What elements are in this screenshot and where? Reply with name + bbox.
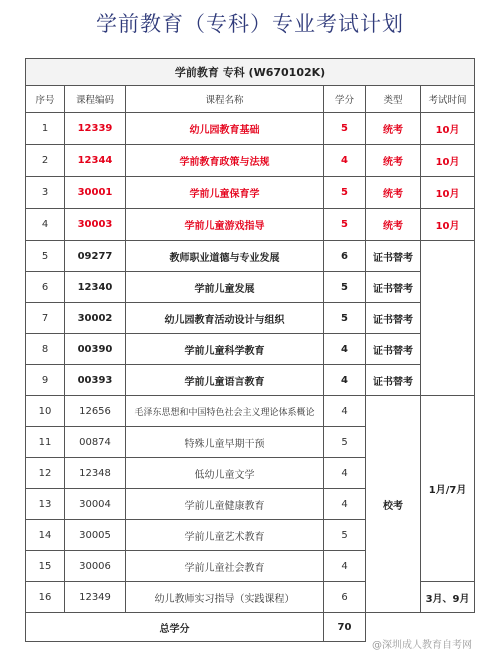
cell-credit: 5 [324, 113, 366, 145]
cell-no: 3 [26, 177, 65, 209]
cell-credit: 4 [324, 334, 366, 365]
cell-code: 09277 [65, 241, 126, 272]
cell-credit: 6 [324, 241, 366, 272]
cell-credit: 4 [324, 458, 366, 489]
cell-no: 12 [26, 458, 65, 489]
header-name: 课程名称 [126, 86, 324, 113]
cell-credit: 4 [324, 365, 366, 396]
cell-type: 证书替考 [366, 303, 421, 334]
cell-code: 00390 [65, 334, 126, 365]
table-row [26, 272, 475, 303]
cell-credit: 5 [324, 177, 366, 209]
cell-credit: 4 [324, 551, 366, 582]
cell-name: 幼儿园教育活动设计与组织 [126, 303, 324, 334]
cell-type: 证书替考 [366, 334, 421, 365]
cell-credit: 5 [324, 209, 366, 241]
cell-no: 2 [26, 145, 65, 177]
table-row [26, 396, 475, 427]
table-row [26, 209, 475, 241]
cell-no: 14 [26, 520, 65, 551]
cell-code: 30001 [65, 177, 126, 209]
cell-time-empty [421, 241, 475, 396]
cell-credit: 5 [324, 520, 366, 551]
cell-name: 学前儿童艺术教育 [126, 520, 324, 551]
cell-type: 证书替考 [366, 365, 421, 396]
cell-type-school: 校考 [366, 396, 421, 613]
table-header-row [26, 86, 475, 113]
cell-code: 30003 [65, 209, 126, 241]
cell-type: 证书替考 [366, 272, 421, 303]
cell-time-school: 1月/7月 [421, 396, 475, 582]
cell-name: 特殊儿童早期干预 [126, 427, 324, 458]
table-row [26, 303, 475, 334]
cell-code: 30006 [65, 551, 126, 582]
cell-credit: 4 [324, 489, 366, 520]
cell-code: 30004 [65, 489, 126, 520]
cell-credit: 5 [324, 303, 366, 334]
table-row [26, 365, 475, 396]
cell-code: 30002 [65, 303, 126, 334]
cell-no: 8 [26, 334, 65, 365]
cell-code: 12344 [65, 145, 126, 177]
table-row [26, 113, 475, 145]
header-credit: 学分 [324, 86, 366, 113]
cell-credit: 6 [324, 582, 366, 613]
cell-name: 学前儿童保育学 [126, 177, 324, 209]
cell-code: 00874 [65, 427, 126, 458]
cell-no: 11 [26, 427, 65, 458]
cell-credit: 5 [324, 427, 366, 458]
watermark: @深圳成人教育自考网 [372, 640, 472, 651]
cell-no: 7 [26, 303, 65, 334]
cell-code: 12348 [65, 458, 126, 489]
cell-name: 学前儿童游戏指导 [126, 209, 324, 241]
cell-type: 统考 [366, 177, 421, 209]
cell-no: 5 [26, 241, 65, 272]
total-label: 总学分 [26, 613, 324, 642]
header-time: 考试时间 [421, 86, 475, 113]
table-title: 学前教育 专科 (W670102K) [26, 59, 475, 86]
cell-no: 1 [26, 113, 65, 145]
cell-name: 学前儿童语言教育 [126, 365, 324, 396]
cell-code: 12340 [65, 272, 126, 303]
cell-type: 证书替考 [366, 241, 421, 272]
cell-name: 教师职业道德与专业发展 [126, 241, 324, 272]
cell-code: 12339 [65, 113, 126, 145]
table-row [26, 145, 475, 177]
header-type: 类型 [366, 86, 421, 113]
cell-no: 4 [26, 209, 65, 241]
cell-no: 9 [26, 365, 65, 396]
cell-time-practice: 3月、9月 [421, 582, 475, 613]
cell-name: 学前儿童科学教育 [126, 334, 324, 365]
cell-no: 15 [26, 551, 65, 582]
header-no: 序号 [26, 86, 65, 113]
cell-name: 学前儿童发展 [126, 272, 324, 303]
cell-time: 10月 [421, 113, 475, 145]
cell-name: 幼儿园教育基础 [126, 113, 324, 145]
cell-code: 12656 [65, 396, 126, 427]
total-value: 70 [324, 613, 366, 642]
cell-name: 低幼儿童文学 [126, 458, 324, 489]
cell-no: 6 [26, 272, 65, 303]
cell-name: 幼儿教师实习指导（实践课程） [126, 582, 324, 613]
header-code: 课程编码 [65, 86, 126, 113]
cell-time: 10月 [421, 177, 475, 209]
cell-type: 统考 [366, 209, 421, 241]
table-row [26, 334, 475, 365]
cell-no: 16 [26, 582, 65, 613]
cell-time: 10月 [421, 209, 475, 241]
cell-credit: 4 [324, 396, 366, 427]
cell-name: 学前教育政策与法规 [126, 145, 324, 177]
cell-credit: 5 [324, 272, 366, 303]
cell-time: 10月 [421, 145, 475, 177]
cell-type: 统考 [366, 113, 421, 145]
cell-type: 统考 [366, 145, 421, 177]
cell-name: 毛泽东思想和中国特色社会主义理论体系概论 [126, 396, 324, 427]
cell-code: 12349 [65, 582, 126, 613]
cell-credit: 4 [324, 145, 366, 177]
cell-code: 30005 [65, 520, 126, 551]
page-title: 学前教育（专科）专业考试计划 [96, 12, 404, 36]
cell-name: 学前儿童社会教育 [126, 551, 324, 582]
cell-code: 00393 [65, 365, 126, 396]
exam-plan-table [25, 58, 475, 642]
cell-name: 学前儿童健康教育 [126, 489, 324, 520]
cell-no: 10 [26, 396, 65, 427]
cell-no: 13 [26, 489, 65, 520]
table-row [26, 241, 475, 272]
table-row [26, 177, 475, 209]
